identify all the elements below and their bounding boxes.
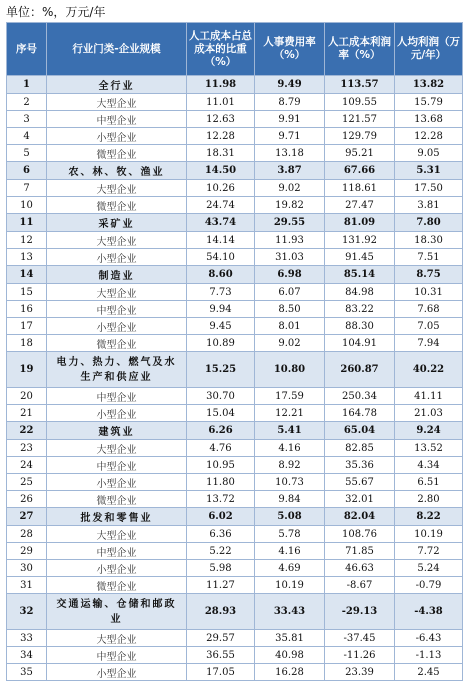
enterprise-size-cell: 大型企业 (47, 284, 187, 301)
personnel-expense-ratio-cell: 3.87 (255, 162, 325, 180)
enterprise-size-cell: 微型企业 (47, 577, 187, 594)
labor-cost-share-cell: 10.89 (187, 335, 255, 352)
category-row (7, 508, 463, 526)
personnel-expense-ratio-cell: 8.50 (255, 301, 325, 318)
labor-cost-profit-margin-cell: 104.91 (325, 335, 395, 352)
labor-cost-share-cell: 5.98 (187, 560, 255, 577)
profit-per-capita-cell: 21.03 (395, 405, 463, 422)
profit-per-capita-cell: 12.28 (395, 128, 463, 145)
serial-no-cell: 26 (7, 491, 47, 508)
serial-no-cell: 25 (7, 474, 47, 491)
labor-cost-profit-margin-cell: 81.09 (325, 214, 395, 232)
profit-per-capita-cell: 10.19 (395, 526, 463, 543)
profit-per-capita-cell: 15.79 (395, 94, 463, 111)
header-profit-per-capita: 人均利润（万元/年） (395, 23, 463, 76)
enterprise-size-cell: 大型企业 (47, 232, 187, 249)
serial-no-cell: 16 (7, 301, 47, 318)
labor-cost-share-cell: 11.27 (187, 577, 255, 594)
profit-per-capita-cell: 10.31 (395, 284, 463, 301)
serial-no-cell: 15 (7, 284, 47, 301)
profit-per-capita-cell: -4.38 (395, 594, 463, 630)
profit-per-capita-cell: 4.34 (395, 457, 463, 474)
labor-cost-share-cell: 30.70 (187, 388, 255, 405)
personnel-expense-ratio-cell: 10.73 (255, 474, 325, 491)
enterprise-size-cell: 小型企业 (47, 128, 187, 145)
labor-cost-share-cell: 10.95 (187, 457, 255, 474)
serial-no-cell: 5 (7, 145, 47, 162)
enterprise-size-cell: 大型企业 (47, 526, 187, 543)
personnel-expense-ratio-cell: 33.43 (255, 594, 325, 630)
personnel-expense-ratio-cell: 4.16 (255, 543, 325, 560)
table-row (7, 647, 463, 664)
serial-no-cell: 29 (7, 543, 47, 560)
labor-cost-share-cell: 36.55 (187, 647, 255, 664)
personnel-expense-ratio-cell: 9.49 (255, 76, 325, 94)
labor-cost-share-cell: 6.36 (187, 526, 255, 543)
serial-no-cell: 10 (7, 197, 47, 214)
serial-no-cell: 17 (7, 318, 47, 335)
header-labor-cost-share: 人工成本占总成本的比重（%） (187, 23, 255, 76)
personnel-expense-ratio-cell: 5.08 (255, 508, 325, 526)
labor-cost-share-cell: 10.26 (187, 180, 255, 197)
serial-no-cell: 31 (7, 577, 47, 594)
serial-no-cell: 23 (7, 440, 47, 457)
labor-cost-share-cell: 11.80 (187, 474, 255, 491)
serial-no-cell: 35 (7, 664, 47, 681)
enterprise-size-cell: 小型企业 (47, 474, 187, 491)
personnel-expense-ratio-cell: 8.79 (255, 94, 325, 111)
category-row (7, 266, 463, 284)
table-row (7, 301, 463, 318)
category-row (7, 162, 463, 180)
serial-no-cell: 24 (7, 457, 47, 474)
labor-cost-profit-margin-cell: 108.76 (325, 526, 395, 543)
profit-per-capita-cell: 18.30 (395, 232, 463, 249)
table-row (7, 145, 463, 162)
serial-no-cell: 19 (7, 352, 47, 388)
category-row (7, 352, 463, 388)
labor-cost-profit-margin-cell: -37.45 (325, 630, 395, 647)
enterprise-size-cell: 小型企业 (47, 249, 187, 266)
table-row (7, 577, 463, 594)
labor-cost-profit-margin-cell: 27.47 (325, 197, 395, 214)
enterprise-size-cell: 中型企业 (47, 647, 187, 664)
profit-per-capita-cell: 9.24 (395, 422, 463, 440)
enterprise-size-cell: 小型企业 (47, 405, 187, 422)
labor-cost-share-cell: 8.60 (187, 266, 255, 284)
table-row (7, 318, 463, 335)
category-row (7, 422, 463, 440)
industry-name-cell: 建筑业 (47, 422, 187, 440)
labor-cost-share-cell: 14.14 (187, 232, 255, 249)
personnel-expense-ratio-cell: 19.82 (255, 197, 325, 214)
personnel-expense-ratio-cell: 5.41 (255, 422, 325, 440)
serial-no-cell: 2 (7, 94, 47, 111)
industry-name-cell: 批发和零售业 (47, 508, 187, 526)
enterprise-size-cell: 中型企业 (47, 457, 187, 474)
labor-cost-share-cell: 43.74 (187, 214, 255, 232)
labor-cost-profit-margin-cell: 35.36 (325, 457, 395, 474)
labor-cost-share-cell: 14.50 (187, 162, 255, 180)
serial-no-cell: 6 (7, 162, 47, 180)
serial-no-cell: 7 (7, 180, 47, 197)
industry-name-cell: 交通运输、仓储和邮政业 (47, 594, 187, 630)
personnel-expense-ratio-cell: 17.59 (255, 388, 325, 405)
category-row (7, 214, 463, 232)
header-serial-no: 序号 (7, 23, 47, 76)
serial-no-cell: 30 (7, 560, 47, 577)
serial-no-cell: 13 (7, 249, 47, 266)
labor-cost-share-cell: 9.94 (187, 301, 255, 318)
profit-per-capita-cell: 7.05 (395, 318, 463, 335)
table-row (7, 388, 463, 405)
labor-cost-profit-margin-cell: -11.26 (325, 647, 395, 664)
labor-cost-profit-margin-cell: 109.55 (325, 94, 395, 111)
industry-name-cell: 农、林、牧、渔业 (47, 162, 187, 180)
profit-per-capita-cell: 2.45 (395, 664, 463, 681)
labor-cost-share-cell: 12.63 (187, 111, 255, 128)
table-row (7, 664, 463, 681)
labor-cost-profit-margin-cell: 121.57 (325, 111, 395, 128)
category-row (7, 76, 463, 94)
labor-cost-profit-margin-cell: 85.14 (325, 266, 395, 284)
profit-per-capita-cell: 17.50 (395, 180, 463, 197)
serial-no-cell: 21 (7, 405, 47, 422)
labor-cost-share-cell: 54.10 (187, 249, 255, 266)
industry-name-cell: 全行业 (47, 76, 187, 94)
serial-no-cell: 32 (7, 594, 47, 630)
profit-per-capita-cell: 5.24 (395, 560, 463, 577)
personnel-expense-ratio-cell: 35.81 (255, 630, 325, 647)
table-header-row (7, 23, 463, 76)
industry-name-cell: 制造业 (47, 266, 187, 284)
labor-cost-profit-margin-cell: 91.45 (325, 249, 395, 266)
personnel-expense-ratio-cell: 9.71 (255, 128, 325, 145)
serial-no-cell: 4 (7, 128, 47, 145)
profit-per-capita-cell: 41.11 (395, 388, 463, 405)
profit-per-capita-cell: -0.79 (395, 577, 463, 594)
labor-cost-share-cell: 18.31 (187, 145, 255, 162)
profit-per-capita-cell: 40.22 (395, 352, 463, 388)
personnel-expense-ratio-cell: 9.02 (255, 180, 325, 197)
serial-no-cell: 14 (7, 266, 47, 284)
labor-cost-profit-margin-cell: 55.67 (325, 474, 395, 491)
serial-no-cell: 12 (7, 232, 47, 249)
table-row (7, 180, 463, 197)
personnel-expense-ratio-cell: 9.91 (255, 111, 325, 128)
labor-cost-share-cell: 7.73 (187, 284, 255, 301)
enterprise-size-cell: 大型企业 (47, 94, 187, 111)
personnel-expense-ratio-cell: 13.18 (255, 145, 325, 162)
table-row (7, 232, 463, 249)
profit-per-capita-cell: 5.31 (395, 162, 463, 180)
profit-per-capita-cell: 13.82 (395, 76, 463, 94)
labor-cost-profit-margin-cell: 46.63 (325, 560, 395, 577)
labor-cost-share-cell: 11.98 (187, 76, 255, 94)
header-personnel-expense-ratio: 人事费用率（%） (255, 23, 325, 76)
labor-cost-profit-margin-cell: 88.30 (325, 318, 395, 335)
table-body (7, 76, 463, 681)
personnel-expense-ratio-cell: 4.16 (255, 440, 325, 457)
table-row (7, 111, 463, 128)
table-row (7, 630, 463, 647)
personnel-expense-ratio-cell: 6.98 (255, 266, 325, 284)
header-labor-cost-profit-margin: 人工成本利润率（%） (325, 23, 395, 76)
table-row (7, 543, 463, 560)
labor-cost-share-cell: 29.57 (187, 630, 255, 647)
table-row (7, 284, 463, 301)
table-row (7, 440, 463, 457)
header-industry-size: 行业门类-企业规模 (47, 23, 187, 76)
profit-per-capita-cell: 9.05 (395, 145, 463, 162)
category-row (7, 594, 463, 630)
personnel-expense-ratio-cell: 4.69 (255, 560, 325, 577)
labor-cost-share-cell: 11.01 (187, 94, 255, 111)
labor-cost-share-cell: 6.26 (187, 422, 255, 440)
labor-cost-profit-margin-cell: 82.04 (325, 508, 395, 526)
enterprise-size-cell: 微型企业 (47, 335, 187, 352)
serial-no-cell: 20 (7, 388, 47, 405)
labor-cost-profit-margin-cell: 65.04 (325, 422, 395, 440)
labor-cost-share-cell: 15.04 (187, 405, 255, 422)
labor-cost-profit-margin-cell: 95.21 (325, 145, 395, 162)
serial-no-cell: 34 (7, 647, 47, 664)
table-row (7, 405, 463, 422)
personnel-expense-ratio-cell: 9.02 (255, 335, 325, 352)
enterprise-size-cell: 微型企业 (47, 197, 187, 214)
labor-cost-profit-margin-cell: 260.87 (325, 352, 395, 388)
table-row (7, 197, 463, 214)
labor-cost-profit-margin-cell: 250.34 (325, 388, 395, 405)
cost-profit-table (6, 22, 463, 681)
enterprise-size-cell: 中型企业 (47, 543, 187, 560)
serial-no-cell: 3 (7, 111, 47, 128)
profit-per-capita-cell: 8.75 (395, 266, 463, 284)
personnel-expense-ratio-cell: 10.19 (255, 577, 325, 594)
enterprise-size-cell: 小型企业 (47, 560, 187, 577)
table-row (7, 128, 463, 145)
table-row (7, 491, 463, 508)
serial-no-cell: 28 (7, 526, 47, 543)
personnel-expense-ratio-cell: 40.98 (255, 647, 325, 664)
labor-cost-profit-margin-cell: 71.85 (325, 543, 395, 560)
table-row (7, 249, 463, 266)
labor-cost-profit-margin-cell: -8.67 (325, 577, 395, 594)
labor-cost-share-cell: 24.74 (187, 197, 255, 214)
profit-per-capita-cell: 6.51 (395, 474, 463, 491)
serial-no-cell: 27 (7, 508, 47, 526)
industry-name-cell: 采矿业 (47, 214, 187, 232)
profit-per-capita-cell: -1.13 (395, 647, 463, 664)
profit-per-capita-cell: 7.68 (395, 301, 463, 318)
table-row (7, 474, 463, 491)
unit-label: 单位：%，万元/年 (6, 5, 106, 19)
personnel-expense-ratio-cell: 6.07 (255, 284, 325, 301)
table-row (7, 335, 463, 352)
labor-cost-share-cell: 28.93 (187, 594, 255, 630)
personnel-expense-ratio-cell: 10.80 (255, 352, 325, 388)
profit-per-capita-cell: 13.52 (395, 440, 463, 457)
labor-cost-profit-margin-cell: 32.01 (325, 491, 395, 508)
labor-cost-share-cell: 4.76 (187, 440, 255, 457)
profit-per-capita-cell: 7.72 (395, 543, 463, 560)
profit-per-capita-cell: 13.68 (395, 111, 463, 128)
serial-no-cell: 33 (7, 630, 47, 647)
labor-cost-profit-margin-cell: 84.98 (325, 284, 395, 301)
table-row (7, 94, 463, 111)
personnel-expense-ratio-cell: 9.84 (255, 491, 325, 508)
profit-per-capita-cell: 7.94 (395, 335, 463, 352)
profit-per-capita-cell: 2.80 (395, 491, 463, 508)
personnel-expense-ratio-cell: 8.92 (255, 457, 325, 474)
industry-name-cell: 电力、热力、燃气及水生产和供应业 (47, 352, 187, 388)
personnel-expense-ratio-cell: 11.93 (255, 232, 325, 249)
serial-no-cell: 11 (7, 214, 47, 232)
enterprise-size-cell: 中型企业 (47, 301, 187, 318)
labor-cost-share-cell: 13.72 (187, 491, 255, 508)
serial-no-cell: 18 (7, 335, 47, 352)
labor-cost-profit-margin-cell: 131.92 (325, 232, 395, 249)
enterprise-size-cell: 微型企业 (47, 491, 187, 508)
labor-cost-profit-margin-cell: 129.79 (325, 128, 395, 145)
serial-no-cell: 22 (7, 422, 47, 440)
labor-cost-profit-margin-cell: 83.22 (325, 301, 395, 318)
serial-no-cell: 1 (7, 76, 47, 94)
table-row (7, 560, 463, 577)
profit-per-capita-cell: -6.43 (395, 630, 463, 647)
labor-cost-profit-margin-cell: 82.85 (325, 440, 395, 457)
profit-per-capita-cell: 7.80 (395, 214, 463, 232)
personnel-expense-ratio-cell: 31.03 (255, 249, 325, 266)
profit-per-capita-cell: 7.51 (395, 249, 463, 266)
personnel-expense-ratio-cell: 5.78 (255, 526, 325, 543)
labor-cost-share-cell: 17.05 (187, 664, 255, 681)
personnel-expense-ratio-cell: 16.28 (255, 664, 325, 681)
labor-cost-share-cell: 15.25 (187, 352, 255, 388)
labor-cost-profit-margin-cell: 113.57 (325, 76, 395, 94)
labor-cost-share-cell: 12.28 (187, 128, 255, 145)
enterprise-size-cell: 大型企业 (47, 440, 187, 457)
labor-cost-profit-margin-cell: 67.66 (325, 162, 395, 180)
personnel-expense-ratio-cell: 12.21 (255, 405, 325, 422)
labor-cost-profit-margin-cell: 118.61 (325, 180, 395, 197)
table-row (7, 457, 463, 474)
personnel-expense-ratio-cell: 8.01 (255, 318, 325, 335)
labor-cost-share-cell: 9.45 (187, 318, 255, 335)
profit-per-capita-cell: 8.22 (395, 508, 463, 526)
enterprise-size-cell: 大型企业 (47, 630, 187, 647)
labor-cost-profit-margin-cell: 164.78 (325, 405, 395, 422)
labor-cost-share-cell: 5.22 (187, 543, 255, 560)
enterprise-size-cell: 小型企业 (47, 664, 187, 681)
enterprise-size-cell: 大型企业 (47, 180, 187, 197)
enterprise-size-cell: 中型企业 (47, 388, 187, 405)
enterprise-size-cell: 小型企业 (47, 318, 187, 335)
labor-cost-profit-margin-cell: -29.13 (325, 594, 395, 630)
enterprise-size-cell: 中型企业 (47, 111, 187, 128)
personnel-expense-ratio-cell: 29.55 (255, 214, 325, 232)
labor-cost-profit-margin-cell: 23.39 (325, 664, 395, 681)
profit-per-capita-cell: 3.81 (395, 197, 463, 214)
table-row (7, 526, 463, 543)
labor-cost-share-cell: 6.02 (187, 508, 255, 526)
enterprise-size-cell: 微型企业 (47, 145, 187, 162)
